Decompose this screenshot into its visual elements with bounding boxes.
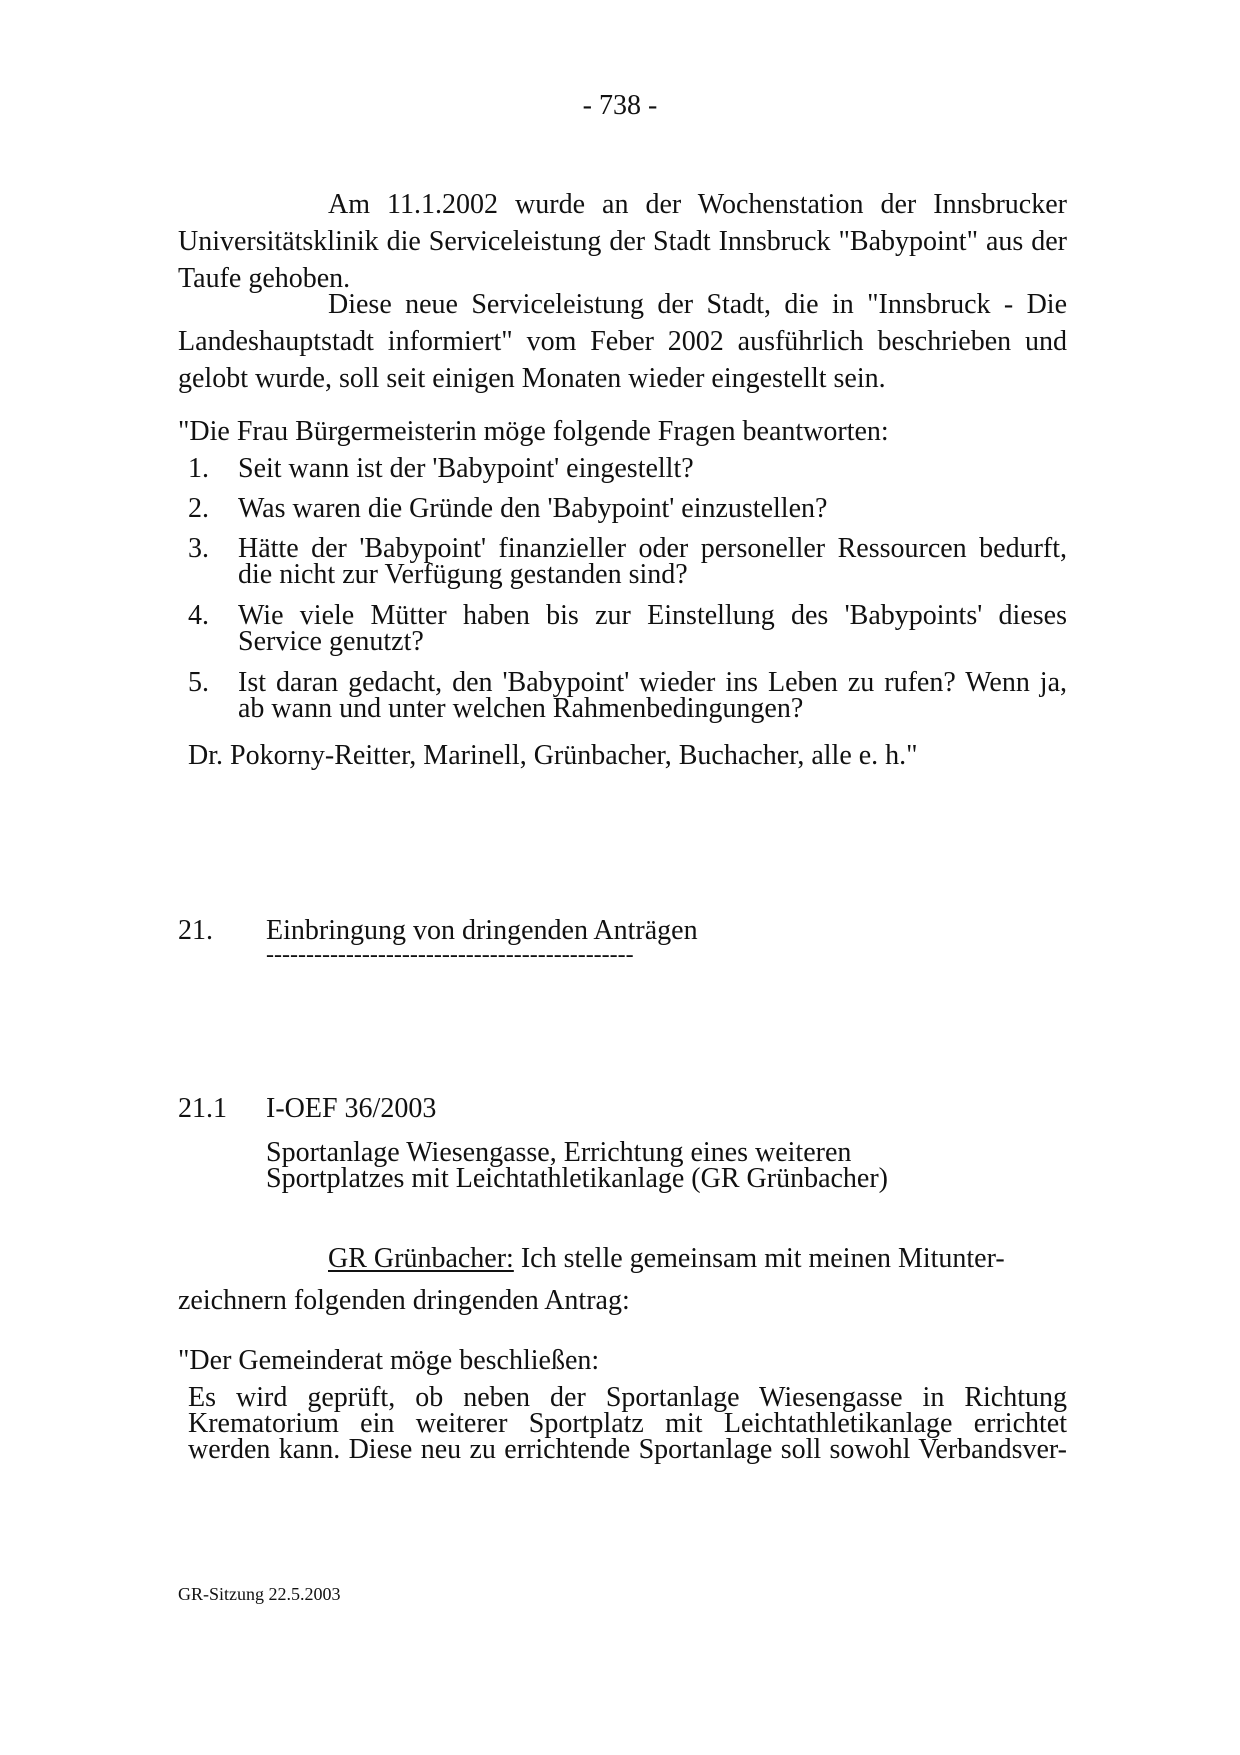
speaker-name: GR Grünbacher: [328, 1243, 514, 1274]
section-21-number: 21. [178, 915, 213, 946]
footer-session-date: GR-Sitzung 22.5.2003 [178, 1584, 341, 1604]
question-3-text: Hätte der 'Babypoint' finanzieller oder personeller Ressourcen bedurft, die nicht zur Verfügung gestanden sind? [238, 533, 1067, 590]
question-1-number: 1. [188, 453, 209, 484]
section-21-1-subject-line-2: Sportplatzes mit Leichtathletikanlage (GR Grünbacher) [266, 1163, 889, 1194]
section-21-1-subject-line-1: Sportanlage Wiesengasse, Errichtung eines weiteren [266, 1137, 852, 1168]
section-21-rule: ---------------------------------------------- [266, 942, 634, 968]
intro-paragraph-2 [178, 286, 1067, 397]
question-4-number: 4. [188, 600, 209, 631]
motion-text: Es wird geprüft, ob neben der Sportanlage Wiesengasse in Richtung Krematorium ein weiterer Sportplatz mit Leichtathletikanlage errichtet werden kann. Diese neu zu errichtende Sportanlage soll sowohl Verbandsver- [188, 1382, 1067, 1465]
page-number: - 738 - [582, 90, 658, 121]
question-5-text: Ist daran gedacht, den 'Babypoint' wieder ins Leben zu rufen? Wenn ja, ab wann und unter welchen Rahmenbedingungen? [238, 667, 1067, 724]
motion-lead: "Der Gemeinderat möge beschließen: [178, 1345, 600, 1376]
section-21-1-number: 21.1 [178, 1093, 227, 1124]
speech-line-1 [328, 1243, 1005, 1275]
section-21-title: Einbringung von dringenden Anträgen [266, 915, 698, 946]
question-2-number: 2. [188, 493, 209, 524]
speech-line-2: zeichnern folgenden dringenden Antrag: [178, 1285, 630, 1316]
speech-line-1-text: Ich stelle gemeinsam mit meinen Mitunter- [513, 1243, 1005, 1274]
question-1-text: Seit wann ist der 'Babypoint' eingestellt? [238, 453, 694, 484]
intro-paragraph-2-text: Diese neue Serviceleistung der Stadt, die in "Innsbruck - Die Landeshauptstadt informiert" vom Feber 2002 ausführlich beschrieben und gelobt wurde, soll seit einigen Monaten wieder eingestellt sein. [178, 289, 1067, 394]
questions-lead: "Die Frau Bürgermeisterin möge folgende Fragen beantworten: [178, 416, 889, 447]
question-3-number: 3. [188, 533, 209, 564]
question-4-text: Wie viele Mütter haben bis zur Einstellung des 'Babypoints' dieses Service genutzt? [238, 600, 1067, 657]
question-5-number: 5. [188, 667, 209, 698]
intro-paragraph-1 [178, 186, 1067, 297]
question-2-text: Was waren die Gründe den 'Babypoint' einzustellen? [238, 493, 828, 524]
signatories: Dr. Pokorny-Reitter, Marinell, Grünbacher, Buchacher, alle e. h." [188, 740, 918, 771]
intro-paragraph-1-text: Am 11.1.2002 wurde an der Wochenstation der Innsbrucker Universitätsklinik die Serviceleistung der Stadt Innsbruck "Babypoint" aus der Taufe gehoben. [178, 189, 1067, 294]
section-21-1-reference: I-OEF 36/2003 [266, 1093, 437, 1124]
